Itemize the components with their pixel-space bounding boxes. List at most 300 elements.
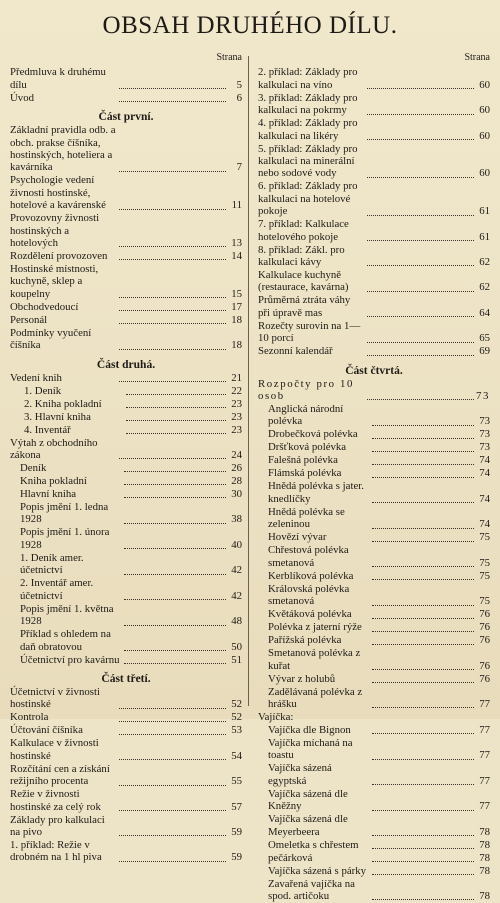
toc-entry[interactable] [258,218,490,243]
toc-entry[interactable] [10,552,242,577]
toc-entry[interactable] [258,428,490,440]
entry-page-number: 38 [231,513,242,526]
entry-title: Podmínky vyučení číšníka [10,326,92,352]
dot-leader [367,231,474,241]
dot-leader [372,890,474,900]
entry-title: 2. příklad: Základy pro kalkulaci na víno [258,66,358,91]
dot-leader [367,130,474,140]
entry-page-number: 78 [479,838,490,851]
entry-page-number: 50 [231,640,242,653]
toc-entry[interactable] [10,92,242,104]
entry-title: 1. Deník [24,384,62,397]
entry-page-number: 24 [231,449,242,462]
dot-leader [372,775,474,785]
entry-title: 1. příklad: Režie v drobném na 1 hl piva [10,838,102,864]
dot-leader [119,372,226,382]
toc-right-column [258,52,490,903]
toc-entry[interactable] [258,813,490,838]
toc-entry[interactable] [258,878,490,903]
dot-leader [372,532,474,542]
entry-page-number: 15 [231,287,242,300]
entry-page-number: 61 [479,230,490,243]
toc-entry[interactable] [258,269,490,294]
entry-title: Anglická národní polévka [268,403,344,428]
toc-entry[interactable] [10,577,242,602]
page-header-label: Strana [216,52,242,63]
entry-title: Vajíčka sázená dle Kněžny [268,787,348,813]
entry-title: Hnědá polévka s jater. knedlíčky [268,480,364,505]
dot-leader [119,237,226,247]
dot-leader [372,493,474,503]
dot-leader [372,596,474,606]
dot-leader [367,307,474,317]
entry-title: Dršťková polévka [268,441,347,454]
entry-page-number: 59 [231,851,242,864]
entry-title: Psychologie vedení živnosti hostinské, hotelové a kavárenské [10,174,106,212]
section-heading: Část druhá. [96,358,156,371]
toc-entry[interactable] [10,301,242,313]
dot-leader [124,590,226,600]
dot-leader [119,314,226,324]
entry-page-number: 74 [479,454,490,467]
dot-leader [119,712,226,722]
entry-title: Obchodvedoucí [10,300,79,313]
dot-leader [372,635,474,645]
entry-page-number: 75 [479,556,490,569]
dot-leader [119,92,226,102]
toc-entry[interactable] [258,320,490,345]
dot-leader [372,698,474,708]
entry-page-number: 5 [236,78,242,91]
dot-leader [372,839,474,849]
entry-title: Rozpočty pro 10 osob [258,377,354,403]
entry-page-number: 52 [231,711,242,724]
dot-leader [367,333,474,343]
entry-page-number: 77 [479,749,490,762]
dot-leader [372,455,474,465]
toc-entry[interactable] [258,480,490,505]
column-divider [248,56,249,706]
toc-entry[interactable] [258,378,490,403]
dot-leader [372,570,474,580]
dot-leader [124,641,226,651]
dot-leader [372,468,474,478]
toc-entry[interactable] [258,634,490,646]
entry-page-number: 13 [231,237,242,250]
dot-leader [372,826,474,836]
entry-title: Kalkulace kuchyně (restaurace, kavárna) [258,269,349,294]
dot-leader [119,776,226,786]
entry-page-number: 7 [236,161,242,174]
dot-leader [367,168,474,178]
dot-leader [367,206,474,216]
toc-entry[interactable] [10,839,242,864]
dot-leader [367,390,474,400]
toc-entry[interactable] [258,180,490,217]
dot-leader [367,346,474,356]
entry-page-number: 74 [479,492,490,505]
toc-entry[interactable] [10,814,242,839]
entry-title: Personál [10,313,48,326]
dot-leader [119,725,226,735]
toc-entry[interactable] [10,526,242,551]
toc-entry[interactable] [258,839,490,851]
toc-entry[interactable] [258,762,490,787]
dot-leader [372,801,474,811]
toc-entry[interactable] [10,250,242,262]
dot-leader [126,411,226,421]
entry-page-number: 28 [231,475,242,488]
dot-leader [119,340,226,350]
toc-entry[interactable] [10,174,242,211]
entry-title: Úvod [10,91,34,104]
toc-entry[interactable] [10,475,242,487]
entry-page-number: 60 [479,129,490,142]
toc-entry[interactable] [258,544,490,569]
toc-entry[interactable] [258,621,490,633]
entry-title: Režie v živnosti hostinské za celý rok [10,788,101,813]
entry-page-number: 61 [479,205,490,218]
toc-entry[interactable] [10,263,242,300]
dot-leader [372,557,474,567]
entry-page-number: 62 [479,281,490,294]
entry-page-number: 75 [479,595,490,608]
entry-title: Zavařená vajíčka na spod. artičoku [268,877,355,902]
entry-page-number: 77 [479,723,490,736]
entry-page-number: 18 [231,339,242,352]
dot-leader [124,565,226,575]
entry-title: Popis jmění 1. května 1928 [20,602,114,628]
entry-page-number: 42 [231,564,242,577]
entry-title: Chřestová polévka smetanová [268,544,349,569]
entry-page-number: 78 [479,851,490,864]
entry-page-number: 21 [231,371,242,384]
entry-page-number: 76 [479,621,490,634]
toc-entry[interactable] [10,327,242,352]
dot-leader [119,200,226,210]
entry-title: Provozovny živnosti hostinských a hotelových [10,212,100,250]
entry-page-number: 73 [479,428,490,441]
entry-title: Rozčítání cen a získání režijního procenta [10,762,110,788]
dot-leader [367,256,474,266]
entry-title: Vajíčka sázená dle Meyerbeera [268,813,348,838]
toc-entry[interactable] [10,763,242,788]
dot-leader [124,475,226,485]
toc-entry[interactable] [10,124,242,174]
toc-right-entries [258,66,490,902]
entry-title: Průměrná ztráta váhy při úpravě mas [258,294,351,319]
dot-leader [119,449,226,459]
entry-title: Základy pro kalkulaci na pivo [10,813,105,838]
entry-title: pečárková [268,851,313,864]
page-header-label: Strana [464,52,490,63]
toc-entry[interactable] [10,501,242,526]
entry-page-number: 77 [479,697,490,710]
toc-entry[interactable] [10,398,242,410]
toc-entry[interactable] [10,66,242,91]
entry-title: Flámská polévka [268,467,342,480]
section-heading: Část čtvrtá. [345,364,403,377]
toc-entry[interactable] [258,852,490,864]
entry-page-number: 42 [231,589,242,602]
toc-entry[interactable] [258,294,490,319]
toc-entry[interactable] [258,92,490,117]
entry-page-number: 75 [479,531,490,544]
entry-title: Vajíčka dle Bignon [268,723,351,736]
entry-title: Falešná polévka [268,454,338,467]
toc-entry[interactable] [258,711,490,723]
entry-title: Kniha pokladní [20,475,87,488]
entry-page-number: 65 [479,332,490,345]
toc-entry[interactable] [10,372,242,384]
entry-title: 3. příklad: Základy pro kalkulaci na pokrmy [258,91,358,117]
dot-leader [124,616,226,626]
entry-page-number: 23 [231,410,242,423]
entry-page-number: 73 [479,415,490,428]
entry-page-number: 23 [231,397,242,410]
entry-title: Květáková polévka [268,608,352,621]
entry-page-number: 64 [479,306,490,319]
entry-page-number: 48 [231,615,242,628]
entry-page-number: 62 [479,256,490,269]
entry-title: 7. příklad: Kalkulace hotelového pokoje [258,218,349,243]
entry-title: 5. příklad: Základy pro kalkulaci na minerální nebo sodové vody [258,142,358,180]
toc-entry[interactable] [258,506,490,531]
dot-leader [372,673,474,683]
entry-title: 2. Kniha pokladní [24,397,102,410]
entry-title: Vajíčka míchaná na toastu [268,736,353,762]
entry-title: Popis jmění 1. února 1928 [20,526,110,551]
toc-entry[interactable] [10,424,242,436]
dot-leader [126,398,226,408]
entry-page-number: 11 [231,199,242,212]
entry-title: Pařížská polévka [268,634,342,647]
entry-page-number: 76 [479,608,490,621]
entry-page-number: 74 [479,467,490,480]
entry-title: Hovězí vývar [268,531,327,544]
entry-title: Základní pravidla odb. a obch. prakse číšníka, hostinských, hoteliera a kavárníka [10,124,116,174]
dot-leader [372,750,474,760]
entry-title: Hnědá polévka se zeleninou [268,505,345,531]
toc-entry[interactable] [258,454,490,466]
toc-left-column [10,52,242,864]
entry-page-number: 14 [231,250,242,263]
entry-page-number: 77 [479,774,490,787]
dot-leader [119,801,226,811]
entry-title: Polévka z jaterní rýže [268,621,362,634]
entry-title: 3. Hlavní kniha [24,410,91,423]
toc-entry[interactable] [258,686,490,711]
toc-entry[interactable] [258,865,490,877]
toc-entry[interactable] [10,488,242,500]
dot-leader [119,162,226,172]
entry-page-number: 18 [231,313,242,326]
entry-page-number: 59 [231,825,242,838]
toc-entry[interactable] [10,462,242,474]
entry-page-number: 51 [231,653,242,666]
entry-page-number: 73 [476,390,490,403]
entry-title: 6. příklad: Základy pro kalkulaci na hotelové pokoje [258,180,358,218]
toc-entry[interactable] [10,628,242,653]
toc-entry[interactable] [10,654,242,666]
dot-leader [372,865,474,875]
toc-entry[interactable] [258,570,490,582]
entry-title: Deník [20,462,47,475]
dot-leader [119,826,226,836]
entry-page-number: 73 [479,441,490,454]
entry-title: Omeletka s chřestem [268,838,359,851]
dot-leader [372,442,474,452]
dot-leader [124,488,226,498]
toc-entry[interactable] [10,788,242,813]
entry-title: Zadělávaná polévka z hrášku [268,685,363,710]
entry-page-number: 30 [231,488,242,501]
entry-page-number: 54 [231,749,242,762]
toc-entry[interactable] [10,711,242,723]
toc-entry[interactable] [258,788,490,813]
toc-entry[interactable] [10,603,242,628]
dot-leader [124,462,226,472]
entry-title: 8. příklad: Zákl. pro kalkulaci kávy [258,243,345,269]
dot-leader [126,424,226,434]
entry-page-number: 40 [231,538,242,551]
toc-entry[interactable] [258,647,490,672]
toc-entry[interactable] [258,673,490,685]
toc-entry[interactable] [258,403,490,428]
entry-page-number: 75 [479,569,490,582]
entry-page-number: 6 [236,91,242,104]
dot-leader [372,622,474,632]
entry-page-number: 69 [479,345,490,358]
entry-title: Královská polévka smetanová [268,582,350,608]
entry-title: Popis jmění 1. ledna 1928 [20,501,109,526]
dot-leader [367,105,474,115]
entry-page-number: 78 [479,889,490,902]
toc-entry[interactable] [10,212,242,249]
dot-leader [372,609,474,619]
entry-page-number: 60 [479,104,490,117]
toc-entry[interactable] [10,437,242,462]
toc-entry[interactable] [10,314,242,326]
dot-leader [119,288,226,298]
entry-title: Vajíčka: [258,710,294,723]
entry-title: Účtování číšníka [10,724,83,737]
entry-page-number: 17 [231,300,242,313]
dot-leader [367,282,474,292]
entry-title: Výtah z obchodního zákona [10,436,98,462]
entry-page-number: 76 [479,659,490,672]
dot-leader [119,79,226,89]
entry-page-number: 23 [231,423,242,436]
toc-entry[interactable] [258,467,490,479]
toc-entry[interactable] [10,385,242,397]
dot-leader [119,699,226,709]
entry-title: Hlavní kniha [20,488,77,501]
entry-title: Účetnictví v živnosti hostinské [10,685,100,711]
entry-title: 4. příklad: Základy pro kalkulaci na likéry [258,117,358,142]
entry-page-number: 78 [479,825,490,838]
toc-entry[interactable] [258,737,490,762]
toc-entry[interactable] [258,608,490,620]
entry-title: Kerblíková polévka [268,569,354,582]
dot-leader [124,654,226,664]
entry-page-number: 26 [231,462,242,475]
entry-page-number: 76 [479,672,490,685]
entry-page-number: 53 [231,724,242,737]
dot-leader [124,539,226,549]
entry-title: Smetanová polévka z kuřat [268,647,361,672]
dot-leader [119,250,226,260]
page-title: OBSAH DRUHÉHO DÍLU. [102,12,398,39]
toc-entry[interactable] [258,117,490,142]
toc-entry[interactable] [10,724,242,736]
toc-entry[interactable] [10,737,242,762]
dot-leader [119,301,226,311]
toc-entry[interactable] [258,244,490,269]
entry-title: Vývar z holubů [268,672,336,685]
dot-leader [124,514,226,524]
dot-leader [126,385,226,395]
entry-page-number: 76 [479,634,490,647]
entry-page-number: 57 [231,800,242,813]
toc-entry[interactable] [258,583,490,608]
entry-page-number: 78 [479,864,490,877]
toc-entry[interactable] [10,686,242,711]
entry-page-number: 60 [479,167,490,180]
entry-title: Účetnictví pro kavárnu [20,653,120,666]
entry-page-number: 74 [479,518,490,531]
toc-left-entries [10,66,242,863]
toc-entry[interactable] [258,143,490,180]
entry-page-number: 52 [231,698,242,711]
entry-title: 1. Deník amer. účetnictví [20,551,84,577]
dot-leader [372,429,474,439]
toc-entry[interactable] [258,441,490,453]
entry-title: 2. Inventář amer. účetnictví [20,577,94,602]
section-heading: Část třetí. [101,672,151,685]
dot-leader [119,750,226,760]
toc-entry[interactable] [258,66,490,91]
entry-title: Předmluva k druhému dílu [10,66,106,91]
entry-title: Kontrola [10,711,49,724]
entry-title: 4. Inventář [24,423,71,436]
entry-page-number: 55 [231,775,242,788]
section-heading: Část první. [98,111,154,124]
toc-entry[interactable] [258,724,490,736]
dot-leader [372,660,474,670]
dot-leader [367,79,474,89]
toc-entry[interactable] [10,411,242,423]
entry-title: Drobečková polévka [268,428,358,441]
toc-entry[interactable] [258,531,490,543]
entry-title: Sezonní kalendář [258,345,333,358]
entry-title: Vajíčka sázená egyptská [268,762,332,787]
entry-page-number: 60 [479,78,490,91]
dot-leader [372,416,474,426]
entry-title: Příklad s ohledem na daň obratovou [20,628,111,653]
entry-title: Rozdělení provozoven [10,250,108,263]
entry-title: Rozečty surovin na 1—10 porcí [258,319,361,345]
entry-title: Hostinské místnosti, kuchyně, sklep a koupelny [10,263,99,300]
entry-title: Kalkulace v živnosti hostinské [10,737,99,762]
dot-leader [372,852,474,862]
dot-leader [372,519,474,529]
entry-title: Vajíčka sázená s párky [268,864,367,877]
toc-entry[interactable] [258,345,490,357]
entry-page-number: 77 [479,800,490,813]
dot-leader [119,852,226,862]
entry-title: Vedení knih [10,371,62,384]
